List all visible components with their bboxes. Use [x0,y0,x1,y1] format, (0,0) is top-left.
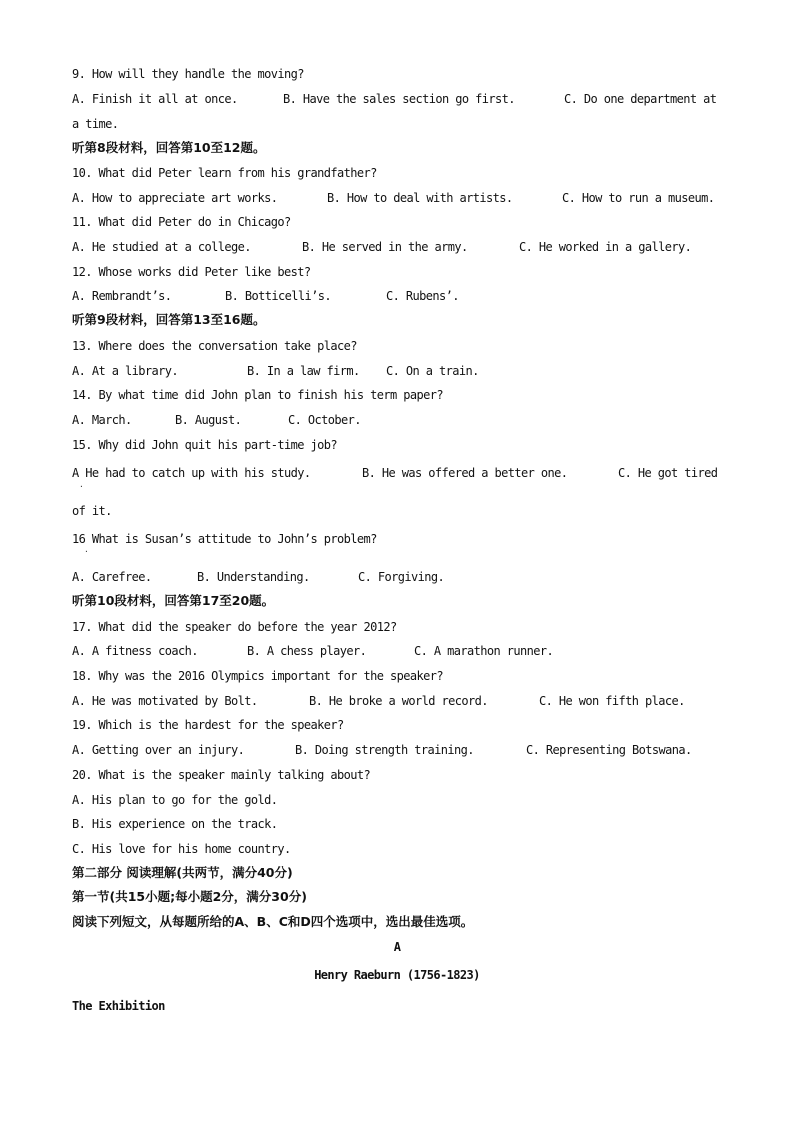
option-a: A. At a library. [72,364,178,378]
question-19: 19. Which is the hardest for the speaker? [72,718,344,732]
option-c: C. Rubens’. [386,289,459,303]
question-9: 9. How will they handle the moving? [72,67,304,81]
option-c: C. On a train. [386,364,479,378]
option-a: A. Carefree. [72,570,152,584]
section-heading-9: 听第9段材料，回答第13至16题。 [72,312,266,327]
option-b: B. He was offered a better one. [362,466,568,480]
option-b: B. A chess player. [247,644,367,658]
option-a: A. Finish it all at once. [72,92,238,106]
section-heading-8: 听第8段材料，回答第10至12题。 [72,140,266,155]
option-b: B. He broke a world record. [309,694,488,708]
option-a: A. How to appreciate art works. [72,191,278,205]
options-9 [72,91,732,171]
option-c: C. Forgiving. [358,570,445,584]
section-one-heading: 第一节(共15小题;每小题2分，满分30分) [72,889,307,904]
passage-letter: A [393,940,401,954]
option-c: C. How to run a museum. [562,191,715,205]
options-12 [72,288,732,368]
option-b: B. Understanding. [197,570,310,584]
option-c: C. His love for his home country. [72,842,291,856]
option-a: A. Getting over an injury. [72,743,245,757]
option-c-continued: a time. [72,117,119,131]
option-a: A. A fitness coach. [72,644,198,658]
option-b: B. How to deal with artists. [327,191,513,205]
option-b: B. His experience on the track. [72,817,278,831]
option-b: B. August. [175,413,242,427]
question-16: 16 What is Susan’s attitude to John’s problem? [72,532,377,546]
option-a: A. He studied at a college. [72,240,251,254]
question-17: 17. What did the speaker do before the year 2012? [72,620,397,634]
option-c: C. Representing Botswana. [526,743,692,757]
question-15: 15. Why did John quit his part-time job? [72,438,337,452]
option-b: B. Have the sales section go first. [283,92,515,106]
question-10: 10. What did Peter learn from his grandfather? [72,166,377,180]
options-16 [72,569,732,649]
option-a: A. Rembrandt’s. [72,289,172,303]
option-a: A. He was motivated by Bolt. [72,694,258,708]
option-c: C. He got tired [618,466,718,480]
option-a: A. March. [72,413,132,427]
part-two-heading: 第二部分 阅读理解(共两节，满分40分) [72,865,293,880]
option-c: C. Do one department at [564,92,717,106]
option-c: C. He won fifth place. [539,694,685,708]
passage-title: Henry Raeburn (1756-1823) [314,968,480,982]
option-c: C. October. [288,413,361,427]
question-18: 18. Why was the 2016 Olympics important for the speaker? [72,669,443,683]
question-14: 14. By what time did John plan to finish his term paper? [72,388,443,402]
passage-subheading: The Exhibition [72,999,165,1013]
stray-mark: · [79,482,84,491]
option-c: C. He worked in a gallery. [519,240,692,254]
question-13: 13. Where does the conversation take place? [72,339,357,353]
option-c-continued: of it. [72,504,112,518]
section-heading-10: 听第10段材料，回答第17至20题。 [72,593,275,608]
question-11: 11. What did Peter do in Chicago? [72,215,291,229]
option-a: A. His plan to go for the gold. [72,793,278,807]
question-20: 20. What is the speaker mainly talking about? [72,768,371,782]
option-b: B. Doing strength training. [295,743,474,757]
stray-mark: · [84,547,89,556]
option-a: A He had to catch up with his study. [72,466,311,480]
instructions: 阅读下列短文，从每题所给的A、B、C和D四个选项中，选出最佳选项。 [72,914,474,929]
option-b: B. Botticelli’s. [225,289,331,303]
question-12: 12. Whose works did Peter like best? [72,265,311,279]
option-b: B. He served in the army. [302,240,468,254]
option-b: B. In a law firm. [247,364,360,378]
option-c: C. A marathon runner. [414,644,554,658]
